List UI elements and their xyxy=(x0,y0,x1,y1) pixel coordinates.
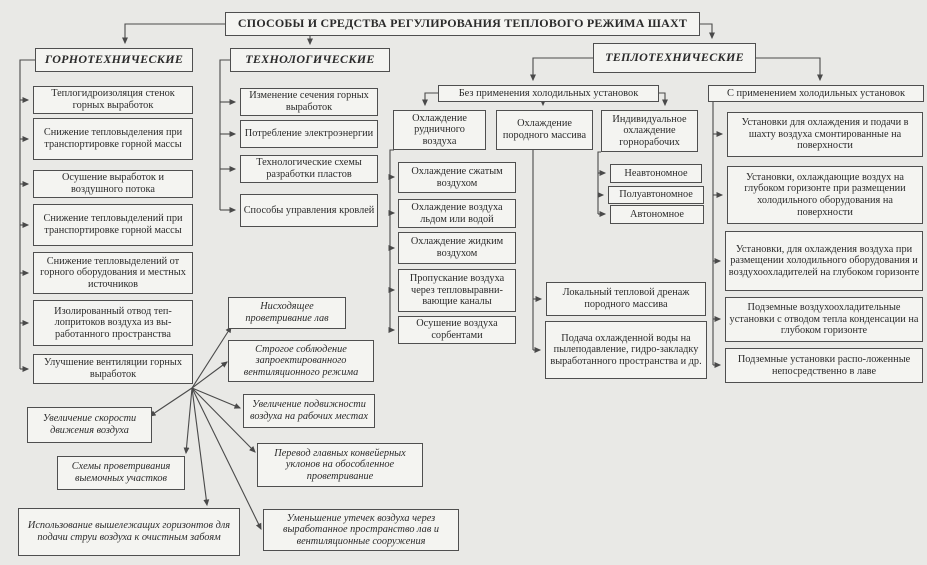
group-individual-cooling: Индивидуальное охлаждение горнорабочих xyxy=(601,110,698,152)
air-cooling-item-1: Охлаждение сжатым воздухом xyxy=(398,162,516,193)
rock-cooling-item-1: Локальный тепловой дренаж породного массива xyxy=(546,282,706,316)
technological-item-1: Изменение сечения горных выработок xyxy=(240,88,378,116)
with-chillers-item-4: Подземные воздухоохладительные установки с отводом тепла конденсации на глубоком горизонте xyxy=(725,297,923,342)
air-cooling-item-5: Осушение воздуха сорбентами xyxy=(398,316,516,344)
with-chillers-item-3: Установки, для охлаждения воздуха при размещении холодильного оборудования и воздухоохладителей на глубоком горизонте xyxy=(725,231,923,291)
rock-cooling-item-2: Подача охлажденной воды на пылеподавление, гидро-закладку выработанного пространства и др. xyxy=(545,321,707,379)
mining-item-5: Снижение тепловыделений от горного оборудования и местных источников xyxy=(33,252,193,294)
with-chillers-item-1: Установки для охлаждения и подачи в шахту воздуха смонтированные на поверхности xyxy=(727,112,923,157)
mining-item-7: Улучшение вентиляции горных выработок xyxy=(33,354,193,384)
mining-item-4: Снижение тепловыделений при транспортировке горной массы xyxy=(33,204,193,246)
ventilation-item-6: Увеличение подвижности воздуха на рабочих местах xyxy=(243,394,375,428)
technological-item-3: Технологические схемы разработки пластов xyxy=(240,155,378,183)
individual-item-1: Неавтономное xyxy=(610,164,702,183)
with-chillers-item-2: Установки, охлаждающие воздух на глубоком горизонте при размещении холодильного оборудования на поверхности xyxy=(727,166,923,224)
ventilation-item-2: Схемы проветривания выемочных участков xyxy=(57,456,185,490)
branch-thermal-header: ТЕПЛОТЕХНИЧЕСКИЕ xyxy=(593,43,756,73)
mining-item-3: Осушение выработок и воздушного потока xyxy=(33,170,193,198)
technological-item-4: Способы управления кровлей xyxy=(240,194,378,227)
air-cooling-item-4: Пропускание воздуха через тепловыравни-вающие каналы xyxy=(398,269,516,312)
technological-item-2: Потребление электроэнергии xyxy=(240,120,378,148)
individual-item-2: Полуавтономное xyxy=(608,186,704,204)
mining-item-2: Снижение тепловыделения при транспортировке горной массы xyxy=(33,118,193,160)
mining-item-1: Теплогидроизоляция стенок горных выработок xyxy=(33,86,193,114)
ventilation-item-4: Нисходящее проветривание лав xyxy=(228,297,346,329)
ventilation-item-1: Увеличение скорости движения воздуха xyxy=(27,407,152,443)
air-cooling-item-2: Охлаждение воздуха льдом или водой xyxy=(398,199,516,228)
air-cooling-item-3: Охлаждение жидким воздухом xyxy=(398,232,516,264)
mining-item-6: Изолированный отвод теп-лопритоков воздуха из вы-работанного пространства xyxy=(33,300,193,346)
group-rock-mass-cooling: Охлаждение породного массива xyxy=(496,110,593,150)
ventilation-item-8: Уменьшение утечек воздуха через выработанное пространство лав и вентиляционные сооружения xyxy=(263,509,459,551)
subgroup-without-chillers: Без применения холодильных установок xyxy=(438,85,659,102)
branch-technological-header: ТЕХНОЛОГИЧЕСКИЕ xyxy=(230,48,390,72)
ventilation-item-7: Перевод главных конвейерных уклонов на обособленное проветривание xyxy=(257,443,423,487)
ventilation-item-5: Строгое соблюдение запроектированного вентиляционного режима xyxy=(228,340,374,382)
with-chillers-item-5: Подземные установки распо-ложенные непосредственно в лаве xyxy=(725,348,923,383)
group-mine-air-cooling: Охлаждение рудничного воздуха xyxy=(393,110,486,150)
subgroup-with-chillers: С применением холодильных установок xyxy=(708,85,924,102)
diagram-title: СПОСОБЫ И СРЕДСТВА РЕГУЛИРОВАНИЯ ТЕПЛОВОГО РЕЖИМА ШАХТ xyxy=(225,12,700,36)
ventilation-item-3: Использование вышележащих горизонтов для подачи струи воздуха к очистным забоям xyxy=(18,508,240,556)
individual-item-3: Автономное xyxy=(610,205,704,224)
branch-mining-header: ГОРНОТЕХНИЧЕСКИЕ xyxy=(35,48,193,72)
